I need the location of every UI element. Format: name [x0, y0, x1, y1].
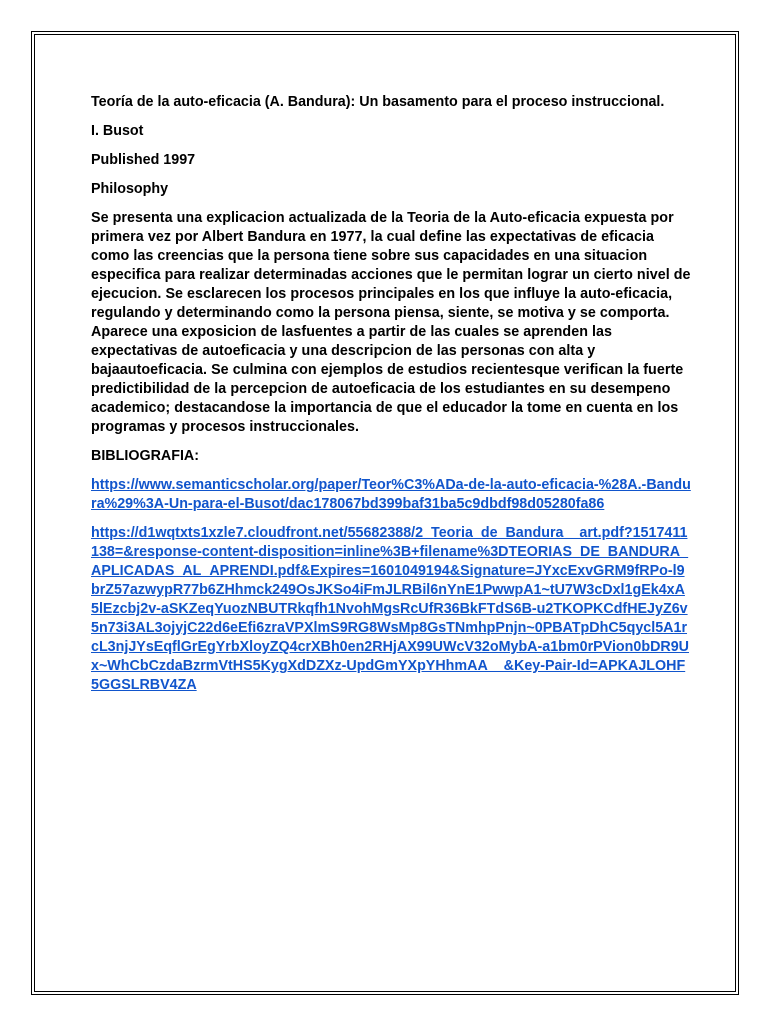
bibliography-links: [91, 476, 691, 695]
document-author: I. Busot: [91, 123, 144, 139]
document-body: [91, 93, 691, 705]
document-title: Teoría de la auto-eficacia (A. Bandura): Un basamento para el proceso instruccional.: [91, 94, 665, 110]
bibliography-heading: BIBLIOGRAFIA:: [91, 448, 200, 464]
bibliography-link-semanticscholar[interactable]: https://www.semanticscholar.org/paper/Teor%C3%ADa-de-la-auto-eficacia-%28A.-Bandura%29%3A-Un-para-el-Busot/dac178067bd399baf31ba5c9dbdf98d05280fa86: [91, 477, 691, 512]
document-published: Published 1997: [91, 152, 196, 168]
document-abstract: Se presenta una explicacion actualizada de la Teoria de la Auto-eficacia expuesta por primera vez por Albert Bandura en 1977, la cual define las expectativas de eficacia como las creencias que la persona tiene sobre sus capacidades en una situacion especifica para realizar determinadas acciones que le permitan lograr un cierto nivel de ejecucion. Se esclarecen los procesos principales en los que influye la auto-eficacia, regulando y determinando como la persona piensa, siente, se motiva y se comporta. Aparece una exposicion de lasfuentes a partir de las cuales se aprenden las expectativas de autoeficacia y una descripcion de las personas con alta y bajaautoeficacia. Se culmina con ejemplos de estudios recientesque verifican la fuerte predictibilidad de la percepcion de autoeficacia de los estudiantes en su desempeno academico; destacandose la importancia de que el educador la tome en cuenta en los programas y procesos instruccionales.: [91, 210, 691, 435]
bibliography-link-cloudfront-pdf[interactable]: https://d1wqtxts1xzle7.cloudfront.net/55682388/2_Teoria_de_Bandura__art.pdf?1517411138=&response-content-disposition=inline%3B+filename%3DTEORIAS_DE_BANDURA_APLICADAS_AL_APRENDI.pdf&Expires=1601049194&Signature=JYxcExvGRM9fRPo-l9brZ57azwypR77b6ZHhmck249OsJKSo4iFmJLRBil6nYnE1PwwpA1~tU7W3cDxl1gEk4xA5lEzcbj2v-aSKZeqYuozNBUTRkqfh1NvohMgsRcUfR36BkFTdS6B-u2TKOPKCdfHEJyZ6v5n73i3AL3ojyjC22d6eEfi6zraVPXlmS9RG8WsMp8GsTNmhpPnjn~0PBATpDhC5qycl5A1rcL3njJYsEqflGrEgYrbXloyZQ4crXBh0en2RHjAX99UWcV32oMybA-a1bm0rPVion0bDR9Ux~WhCbCzdaBzrmVtHS5KygXdDZXz-UpdGmYXpYHhmAA__&Key-Pair-Id=APKAJLOHF5GGSLRBV4ZA: [91, 525, 689, 693]
document-subject: Philosophy: [91, 181, 169, 197]
